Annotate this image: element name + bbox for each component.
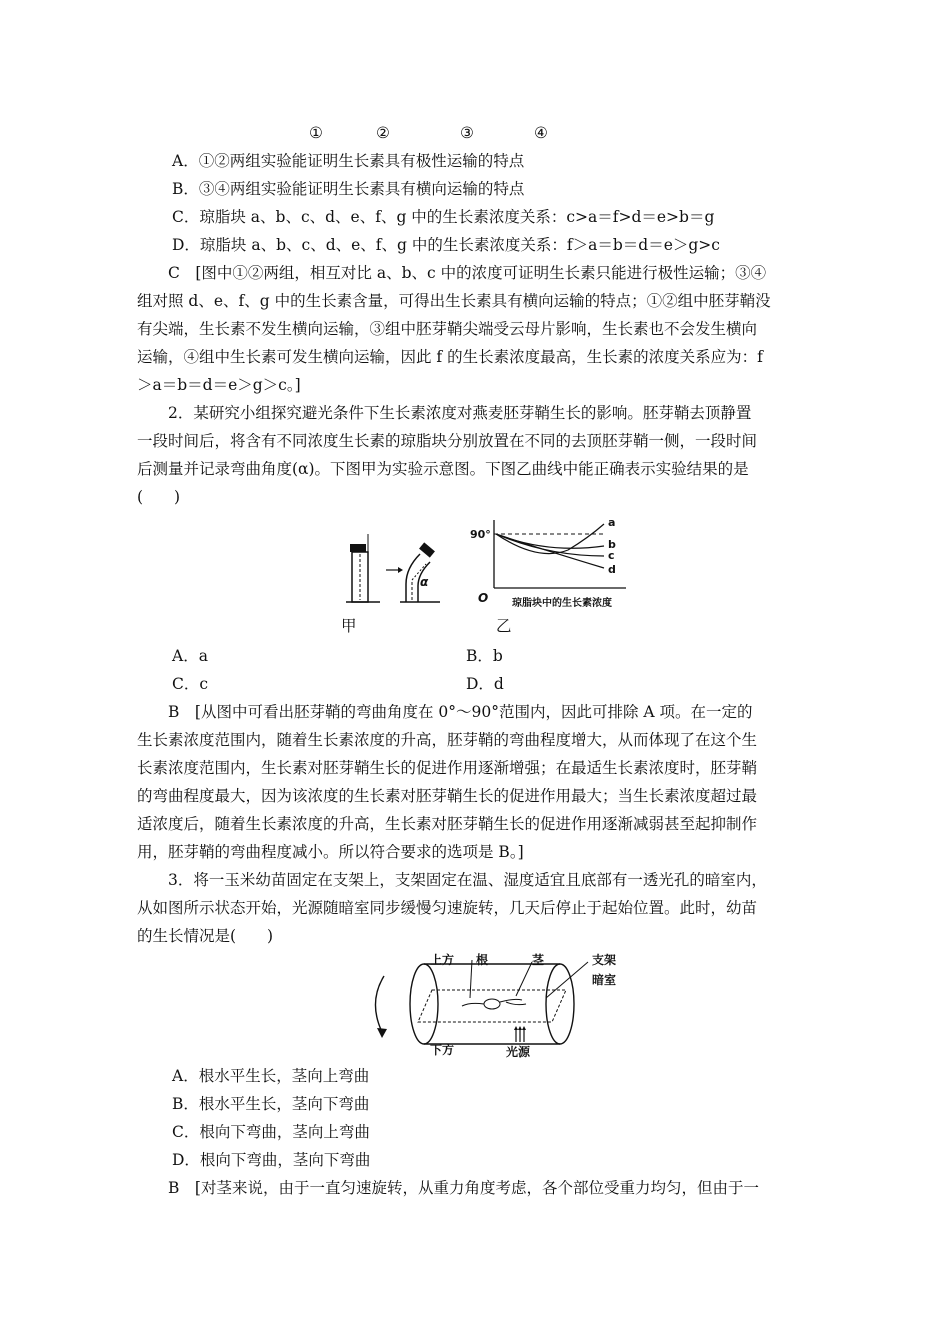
q2-answer-line: B [从图中可看出胚芽鞘的弯曲角度在 0°～90°范围内，因此可排除 A 项。在一定的 (168, 703, 753, 721)
q3-option-c: C．根向下弯曲，茎向上弯曲 (172, 1123, 370, 1141)
q2-figure-jia (340, 528, 452, 618)
q2-answer-line: 长素浓度范围内，生长素对胚芽鞘生长的促进作用逐渐增强；在最适生长素浓度时，胚芽鞘 (137, 759, 758, 777)
darkroom-right-end (546, 964, 574, 1044)
figure-label-3: ③ (460, 124, 474, 142)
q1-answer-line: 组对照 d、e、f、g 中的生长素含量，可得出生长素具有横向运输的特点；①②组中胚芽鞘没 (137, 292, 771, 310)
alpha-label: α (420, 575, 429, 589)
q3-stem-line: 从如图所示状态开始，光源随暗室同步缓慢匀速旋转，几天后停止于起始位置。此时，幼苗 (137, 899, 758, 917)
q1-option-a: A．①②两组实验能证明生长素具有极性运输的特点 (172, 152, 525, 170)
q3-answer-line: B [对茎来说，由于一直匀速旋转，从重力角度考虑，各个部位受重力均匀，但由于一 (168, 1179, 759, 1197)
rotation-arrow-icon (375, 976, 384, 1032)
curve-label-a: a (608, 516, 616, 529)
q3-option-a: A．根水平生长，茎向上弯曲 (172, 1067, 370, 1085)
darkroom-left-end (410, 964, 438, 1044)
q2-option-c: C．c (172, 675, 209, 693)
label-darkroom: 暗室 (592, 973, 617, 987)
q1-answer-line: 运输，④组中生长素可发生横向运输，因此 f 的生长素浓度最高，生长素的浓度关系应为：f (137, 348, 763, 366)
root-shape (462, 1003, 484, 1006)
stem-shape (500, 999, 522, 1002)
q3-option-b: B．根水平生长，茎向下弯曲 (172, 1095, 370, 1113)
curve-b (496, 534, 604, 548)
q3-stem-line: 3．将一玉米幼苗固定在支架上，支架固定在温、湿度适宜且底部有一透光孔的暗室内， (168, 871, 767, 889)
q3-stem-line: 的生长情况是( ) (137, 927, 274, 945)
q3-option-d: D．根向下弯曲，茎向下弯曲 (172, 1151, 371, 1169)
y-tick-90: 90° (470, 528, 491, 541)
q1-option-d: D．琼脂块 a、b、c、d、e、f、g 中的生长素浓度关系：f＞a＝b＝d＝e＞g>c (172, 236, 720, 254)
q2-stem-line: ( ) (137, 488, 181, 506)
q1-answer-line: C [图中①②两组，相互对比 a、b、c 中的浓度可证明生长素只能进行极性运输；③④ (168, 264, 767, 282)
label-top: 上方 (430, 953, 455, 967)
q2-option-b: B．b (466, 647, 503, 665)
curve-label-d: d (608, 563, 616, 576)
label-root: 根 (476, 953, 489, 967)
q2-answer-line: 适浓度后，随着生长素浓度的升高，生长素对胚芽鞘生长的促进作用逐渐减弱甚至起抑制作 (137, 815, 758, 833)
curve-label-b: b (608, 538, 616, 551)
seed (484, 999, 500, 1009)
agar-block-tilted (419, 542, 435, 557)
q2-stem-line: 2．某研究小组探究避光条件下生长素浓度对燕麦胚芽鞘生长的影响。胚芽鞘去顶静置 (168, 404, 752, 422)
q2-answer-line: 生长素浓度范围内，随着生长素浓度的升高，胚芽鞘的弯曲程度增大，从而体现了在这个生 (137, 731, 758, 749)
q2-stem-line: 后测量并记录弯曲角度(α)。下图甲为实验示意图。下图乙曲线中能正确表示实验结果的是 (137, 460, 749, 478)
curve-d (496, 534, 604, 568)
q2-option-a: A．a (172, 647, 208, 665)
agar-block (350, 544, 366, 552)
label-bottom: 下方 (430, 1043, 455, 1057)
q2-answer-line: 用，胚芽鞘的弯曲程度减小。所以符合要求的选项是 B。] (137, 843, 524, 861)
label-support: 支架 (592, 953, 617, 967)
figure-jia-label: 甲 (341, 617, 357, 635)
label-light: 光源 (506, 1045, 531, 1058)
x-axis-label: 琼脂块中的生长素浓度 (512, 598, 612, 609)
curve-label-c: c (608, 549, 615, 562)
q2-answer-line: 的弯曲程度最大，因为该浓度的生长素对胚芽鞘生长的促进作用最大；当生长素浓度超过最 (137, 787, 758, 805)
q1-option-c: C．琼脂块 a、b、c、d、e、f、g 中的生长素浓度关系：c>a＝f>d＝e>b＝g (172, 208, 715, 226)
q1-answer-line: 有尖端，生长素不发生横向运输，③组中胚芽鞘尖端受云母片影响，生长素也不会发生横向 (137, 320, 758, 338)
q2-option-d: D．d (466, 675, 504, 693)
q1-answer-line: ＞a＝b＝d＝e＞g＞c。] (137, 376, 301, 394)
q3-figure (366, 950, 636, 1058)
q2-stem-line: 一段时间后，将含有不同浓度生长素的琼脂块分别放置在不同的去顶胚芽鞘一侧，一段时间 (137, 432, 758, 450)
figure-label-4: ④ (534, 124, 548, 142)
q2-figure-yi (468, 512, 638, 614)
figure-label-2: ② (376, 124, 390, 142)
figure-yi-label: 乙 (496, 617, 512, 635)
origin-label: O (478, 591, 489, 605)
figure-label-1: ① (309, 124, 323, 142)
label-stem: 茎 (532, 953, 545, 967)
q1-option-b: B．③④两组实验能证明生长素具有横向运输的特点 (172, 180, 525, 198)
